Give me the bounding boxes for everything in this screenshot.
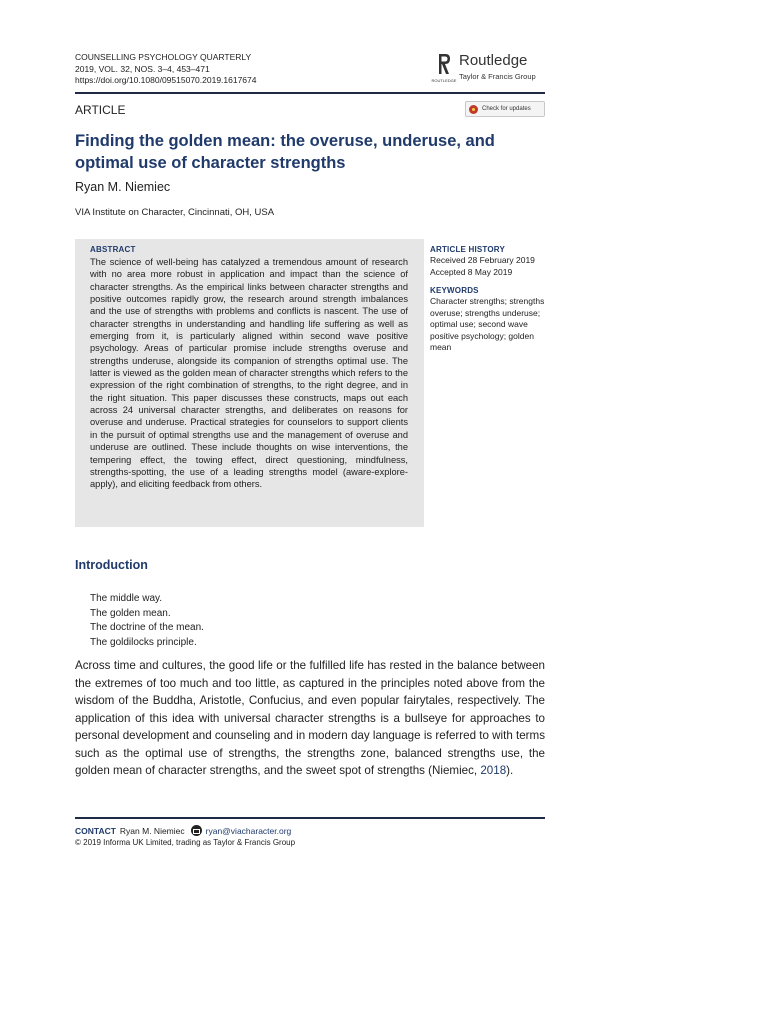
contact-label: CONTACT bbox=[75, 825, 116, 836]
contact-email-link[interactable]: ryan@viacharacter.org bbox=[205, 825, 292, 836]
epigraph-line: The doctrine of the mean. bbox=[90, 622, 204, 633]
doi-link[interactable]: https://doi.org/10.1080/09515070.2019.1617674 bbox=[75, 75, 257, 85]
author-affiliation: VIA Institute on Character, Cincinnati, OH, USA bbox=[75, 207, 275, 218]
volume-info: 2019, VOL. 32, NOS. 3–4, 453–471 bbox=[75, 63, 210, 74]
intro-paragraph bbox=[75, 657, 545, 780]
contact-name: Ryan M. Niemiec bbox=[119, 825, 185, 836]
epigraph-line: The middle way. bbox=[90, 593, 163, 604]
citation-link[interactable]: 2018 bbox=[480, 764, 507, 777]
article-history-heading: ARTICLE HISTORY bbox=[430, 245, 506, 254]
received-date: Received 28 February 2019 bbox=[430, 255, 535, 265]
keywords-list: Character strengths; strengths overuse; strengths underuse; optimal use; second wave positive psychology; golden mean bbox=[430, 296, 545, 352]
epigraph bbox=[90, 592, 204, 650]
journal-name: COUNSELLING PSYCHOLOGY QUARTERLY bbox=[75, 52, 252, 62]
contact-line bbox=[75, 825, 291, 836]
introduction-heading: Introduction bbox=[75, 558, 148, 572]
article-meta-sidebar bbox=[430, 245, 545, 354]
abstract-text: The science of well-being has catalyzed a tremendous amount of research with no area more robust in application and impact than the science of character strengths. As the empirical links between character strengths and positive outcomes rapidly grow, the research around strength imbalances and the use of strengths with problems and conflicts is nascent. The use of character strengths in understanding and handling life suffering as well as emerging from it, is particularly aligned within second wave positive psychology. Areas of particular promise include strengths overuse and strengths underuse, alongside its companion of strengths optimal use. The latter is viewed as the golden mean of character strengths which refers to the expression of the right combination of strengths, to the right degree, and in the right situation. This paper discusses these constructs, maps out each across 24 universal character strengths, and deliberates on reasons for overuse and underuse. Practical strategies for counselors to support clients in the pursuit of optimal strengths use and the management of overuse and underuse are outlined. These include thoughts on wise interventions, the tempering effect, the towing effect, direct questioning, mindfulness, strengths-spotting, the use of a leading strengths model (aware-explore-apply), and eliciting feedback from others. bbox=[90, 257, 408, 490]
email-icon bbox=[191, 825, 202, 836]
epigraph-line: The golden mean. bbox=[90, 607, 171, 619]
accepted-date: Accepted 8 May 2019 bbox=[430, 266, 513, 277]
keywords-heading: KEYWORDS bbox=[430, 286, 479, 295]
author-name[interactable]: Ryan M. Niemiec bbox=[75, 180, 171, 194]
abstract-heading: ABSTRACT bbox=[90, 245, 136, 254]
intro-paragraph-end: ). bbox=[506, 764, 514, 777]
publisher-logo bbox=[431, 50, 545, 86]
journal-header bbox=[75, 52, 257, 87]
top-rule bbox=[75, 92, 545, 94]
check-for-updates-button[interactable] bbox=[465, 101, 545, 117]
check-updates-label: Check for updates bbox=[482, 106, 531, 112]
abstract-box bbox=[75, 239, 424, 527]
intro-paragraph-text: Across time and cultures, the good life or the fulfilled life has rested in the balance between the extremes of too much and too little, as captured in the principles noted above from the wisdom of the Buddha, Aristotle, Confucius, and even popular fairytales, respectively. The application of this idea with universal character strengths is a bullseye for approaches to personal development and counseling and in modern day language is referred to with terms such as the optimal use of strengths, the strengths zone, balanced strengths use, the golden mean of character strengths, and the sweet spot of strengths (Niemiec, bbox=[75, 659, 545, 777]
footer-rule bbox=[75, 817, 545, 819]
article-title: Finding the golden mean: the overuse, underuse, and optimal use of character strengths bbox=[75, 132, 495, 172]
copyright-notice: © 2019 Informa UK Limited, trading as Taylor & Francis Group bbox=[75, 838, 296, 847]
publisher-subtitle: Taylor & Francis Group bbox=[459, 72, 536, 81]
check-updates-icon bbox=[469, 105, 478, 114]
epigraph-line: The goldilocks principle. bbox=[90, 636, 197, 648]
publisher-name: Routledge bbox=[459, 52, 528, 69]
logo-text: ROUTLEDGE bbox=[431, 78, 457, 83]
article-type: ARTICLE bbox=[75, 103, 126, 117]
routledge-logo-icon bbox=[431, 52, 457, 84]
